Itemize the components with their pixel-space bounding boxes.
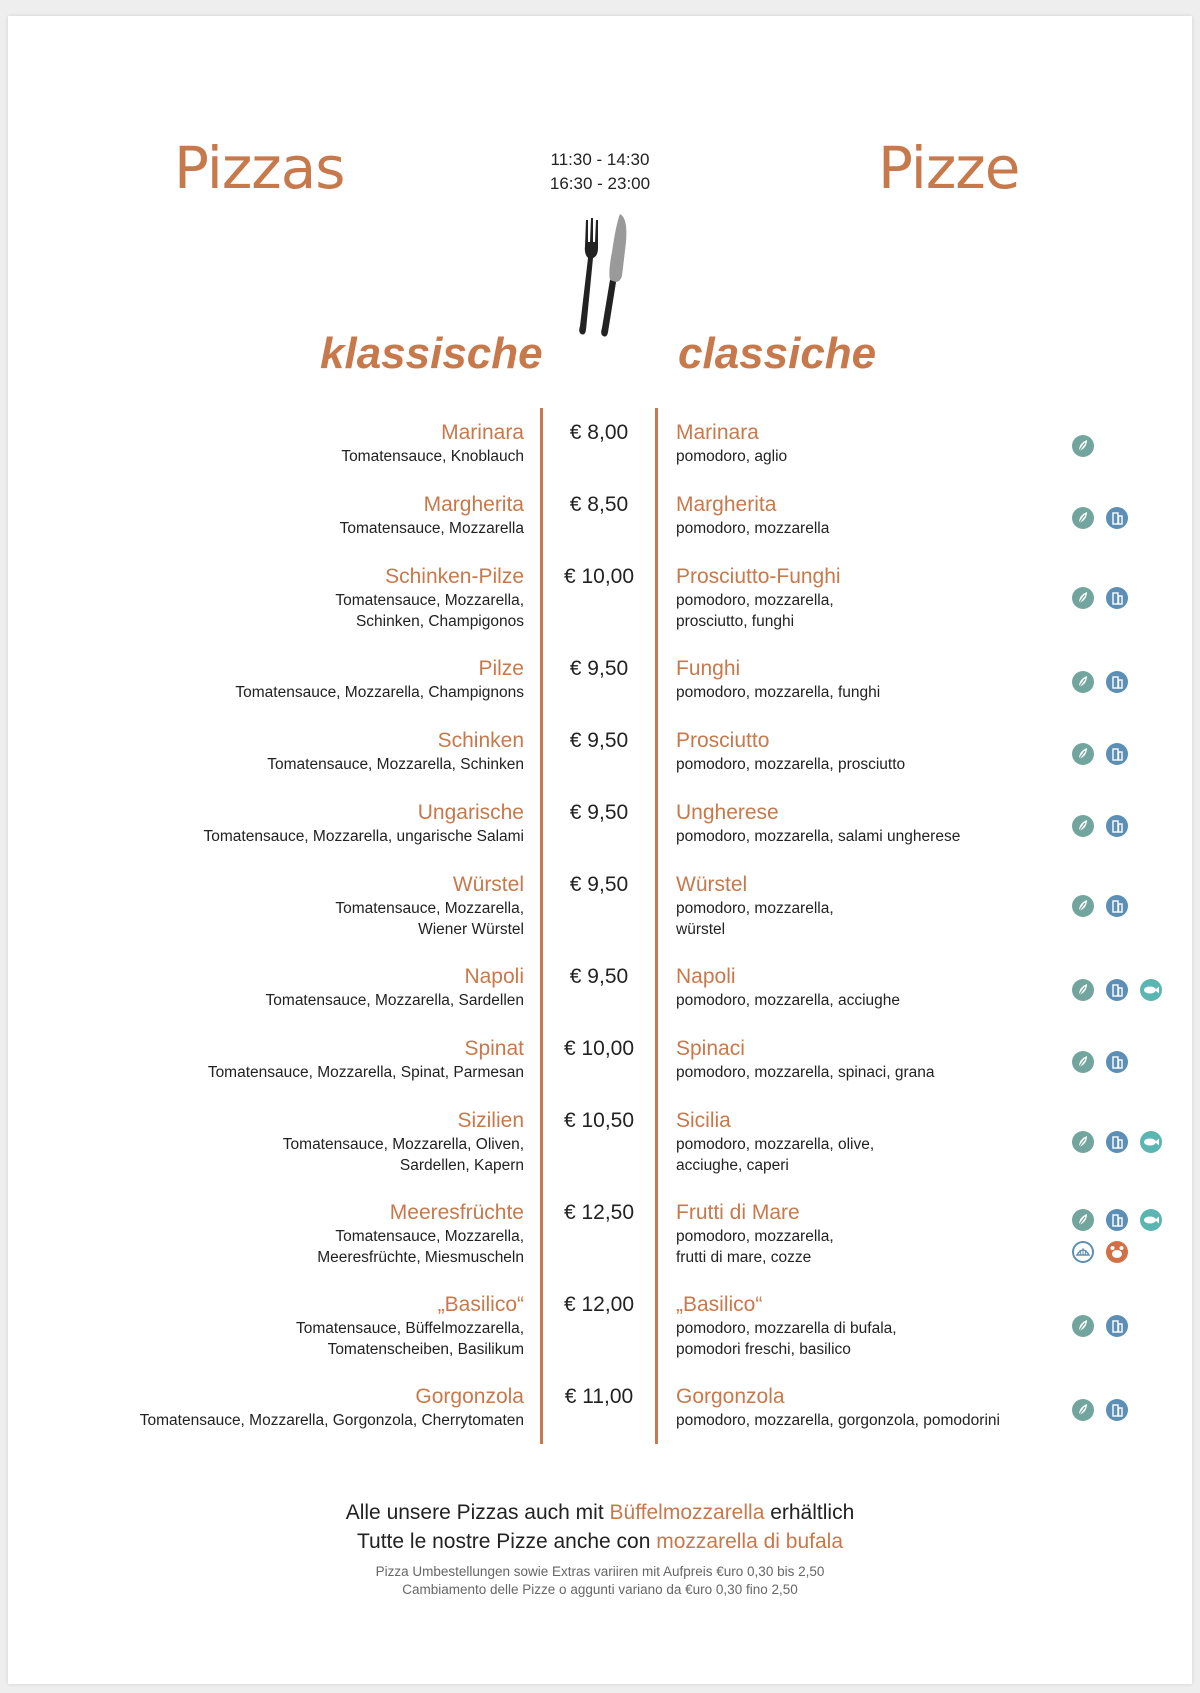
item-it [676,564,1036,632]
crustacean-icon [1104,1240,1130,1264]
item-name-it: Frutti di Mare [676,1201,800,1224]
item-it [676,1384,1036,1431]
dairy-icon [1104,506,1130,530]
item-name-it: Würstel [676,873,748,896]
item-desc-de: Tomatensauce, Mozzarella [339,520,524,537]
item-name-it: Margherita [676,493,777,516]
fish-icon [1138,1130,1164,1154]
item-name-de: Margherita [423,493,524,516]
item-it [676,1108,1036,1176]
item-de [104,1200,524,1268]
allergen-icons [1070,1314,1180,1346]
item-name-de: Ungarische [417,801,524,824]
footer-buffalo-de: Alle unsere Pizzas auch mit Büffelmozzarella erhältlich [345,1501,855,1524]
vegetarian-icon [1070,586,1096,610]
item-de [104,420,524,467]
vegetarian-icon [1070,1398,1096,1422]
allergen-icons [1070,1050,1180,1082]
footer-note-it: Cambiamento delle Pizze o aggunti variano da €uro 0,30 fino 2,50 [402,1582,798,1597]
divider-right [655,408,658,1444]
item-desc-it: pomodoro, mozzarella, olive, acciughe, caperi [676,1136,875,1174]
dairy-icon [1104,742,1130,766]
item-price: € 11,00 [564,1385,634,1408]
item-de [104,1384,524,1431]
item-de [104,800,524,847]
item-name-it: Sicilia [676,1109,731,1132]
section-title-it: classiche [678,329,877,378]
divider-left [540,408,543,1444]
dairy-icon [1104,814,1130,838]
allergen-icons [1070,894,1180,926]
item-desc-it: pomodoro, mozzarella, prosciutto, funghi [676,592,834,630]
cutlery-icon [576,212,632,340]
item-name-it: Marinara [676,421,759,444]
item-desc-de: Tomatensauce, Mozzarella, Spinat, Parmesan [207,1064,524,1081]
item-price: € 12,50 [563,1201,635,1224]
item-price: € 8,50 [569,493,629,516]
item-desc-it: pomodoro, mozzarella, frutti di mare, cozze [676,1228,834,1266]
item-desc-de: Tomatensauce, Büffelmozzarella, Tomatenscheiben, Basilikum [295,1320,524,1358]
item-desc-de: Tomatensauce, Mozzarella, Gorgonzola, Cherrytomaten [139,1412,524,1429]
item-price: € 10,00 [563,1037,635,1060]
item-it [676,872,1036,940]
item-price: € 9,50 [569,965,629,988]
footer-highlight-it: mozzarella di bufala [656,1530,843,1553]
item-de [104,564,524,632]
page-title-it: Pizze [878,134,1020,202]
item-desc-it: pomodoro, mozzarella, acciughe [676,992,901,1009]
item-name-de: Pilze [478,657,524,680]
item-desc-it: pomodoro, mozzarella di bufala, pomodori freschi, basilico [676,1320,897,1358]
allergen-icons [1070,1208,1180,1272]
item-desc-de: Tomatensauce, Mozzarella, Meeresfrüchte, Miesmuscheln [317,1228,524,1266]
item-it [676,1036,1036,1083]
item-desc-it: pomodoro, mozzarella [676,520,830,537]
item-price: € 9,50 [569,657,629,680]
item-desc-it: pomodoro, mozzarella, prosciutto [676,756,906,773]
item-name-de: Napoli [464,965,524,988]
footer-note-de: Pizza Umbestellungen sowie Extras variiren mit Aufpreis €uro 0,30 bis 2,50 [375,1564,825,1579]
item-desc-it: pomodoro, mozzarella, gorgonzola, pomodorini [676,1412,1000,1429]
hours-dinner: 16:30 - 23:00 [549,174,651,193]
item-name-de: Würstel [452,873,524,896]
item-desc-de: Tomatensauce, Mozzarella, Oliven, Sardellen, Kapern [282,1136,524,1174]
item-name-de: Spinat [464,1037,524,1060]
item-desc-de: Tomatensauce, Knoblauch [341,448,524,465]
allergen-icons [1070,506,1180,538]
item-name-de: Schinken-Pilze [385,565,524,588]
item-desc-it: pomodoro, mozzarella, spinaci, grana [676,1064,935,1081]
opening-hours [520,148,680,196]
footer-buffalo-it: Tutte le nostre Pizze anche con mozzarella di bufala [357,1530,843,1553]
item-it [676,656,1036,703]
dairy-icon [1104,1050,1130,1074]
item-de [104,728,524,775]
item-price: € 9,50 [569,873,629,896]
allergen-icons [1070,742,1180,774]
item-name-de: Marinara [441,421,524,444]
item-desc-de: Tomatensauce, Mozzarella, ungarische Salami [203,828,524,845]
section-title-de: klassische [320,329,543,378]
dairy-icon [1104,670,1130,694]
dairy-icon [1104,1398,1130,1422]
item-price: € 8,00 [569,421,629,444]
item-name-it: Ungherese [676,801,779,824]
dairy-icon [1104,586,1130,610]
allergen-icons [1070,434,1180,466]
item-de [104,1108,524,1176]
item-name-it: Prosciutto [676,729,770,752]
footer-highlight-de: Büffelmozzarella [609,1501,765,1524]
allergen-icons [1070,586,1180,618]
item-desc-de: Tomatensauce, Mozzarella, Champignons [235,684,524,701]
item-de [104,656,524,703]
vegetarian-icon [1070,978,1096,1002]
item-name-it: Prosciutto-Funghi [676,565,841,588]
vegetarian-icon [1070,1314,1096,1338]
shellfish-icon [1070,1240,1096,1264]
allergen-icons [1070,814,1180,846]
fish-icon [1138,1208,1164,1232]
item-name-it: Gorgonzola [676,1385,785,1408]
item-it [676,420,1036,467]
fish-icon [1138,978,1164,1002]
item-desc-it: pomodoro, mozzarella, salami ungherese [676,828,961,845]
item-desc-it: pomodoro, mozzarella, funghi [676,684,881,701]
item-name-de: Sizilien [457,1109,524,1132]
dairy-icon [1104,894,1130,918]
item-name-de: Schinken [437,729,524,752]
vegetarian-icon [1070,814,1096,838]
item-name-de: Meeresfrüchte [389,1201,524,1224]
vegetarian-icon [1070,1130,1096,1154]
vegetarian-icon [1070,894,1096,918]
dairy-icon [1104,978,1130,1002]
item-price: € 9,50 [569,801,629,824]
item-name-de: „Basilico“ [437,1293,524,1316]
item-name-it: Funghi [676,657,741,680]
allergen-icons [1070,1130,1180,1162]
item-name-it: Spinaci [676,1037,745,1060]
hours-lunch: 11:30 - 14:30 [550,150,650,169]
vegetarian-icon [1070,1050,1096,1074]
item-it [676,1200,1036,1268]
vegetarian-icon [1070,670,1096,694]
item-it [676,800,1036,847]
item-price: € 10,50 [563,1109,635,1132]
item-de [104,492,524,539]
allergen-icons [1070,978,1180,1010]
item-de [104,1292,524,1360]
item-it [676,728,1036,775]
dairy-icon [1104,1314,1130,1338]
item-name-de: Gorgonzola [415,1385,524,1408]
item-desc-it: pomodoro, mozzarella, würstel [676,900,834,938]
item-price: € 10,00 [563,565,635,588]
item-desc-de: Tomatensauce, Mozzarella, Sardellen [265,992,524,1009]
vegetarian-icon [1070,506,1096,530]
item-desc-de: Tomatensauce, Mozzarella, Wiener Würstel [335,900,524,938]
page-title-de: Pizzas [174,134,345,202]
dairy-icon [1104,1130,1130,1154]
item-de [104,964,524,1011]
item-it [676,964,1036,1011]
item-name-it: „Basilico“ [676,1293,763,1316]
item-desc-de: Tomatensauce, Mozzarella, Schinken [267,756,524,773]
item-desc-de: Tomatensauce, Mozzarella, Schinken, Champigonos [335,592,524,630]
vegetarian-icon [1070,1208,1096,1232]
vegetarian-icon [1070,742,1096,766]
item-de [104,1036,524,1083]
vegetarian-icon [1070,434,1096,458]
item-price: € 9,50 [569,729,629,752]
item-name-it: Napoli [676,965,736,988]
allergen-icons [1070,670,1180,702]
item-price: € 12,00 [563,1293,635,1316]
item-it [676,492,1036,539]
allergen-icons [1070,1398,1180,1430]
item-it [676,1292,1036,1360]
dairy-icon [1104,1208,1130,1232]
item-de [104,872,524,940]
item-desc-it: pomodoro, aglio [676,448,788,465]
